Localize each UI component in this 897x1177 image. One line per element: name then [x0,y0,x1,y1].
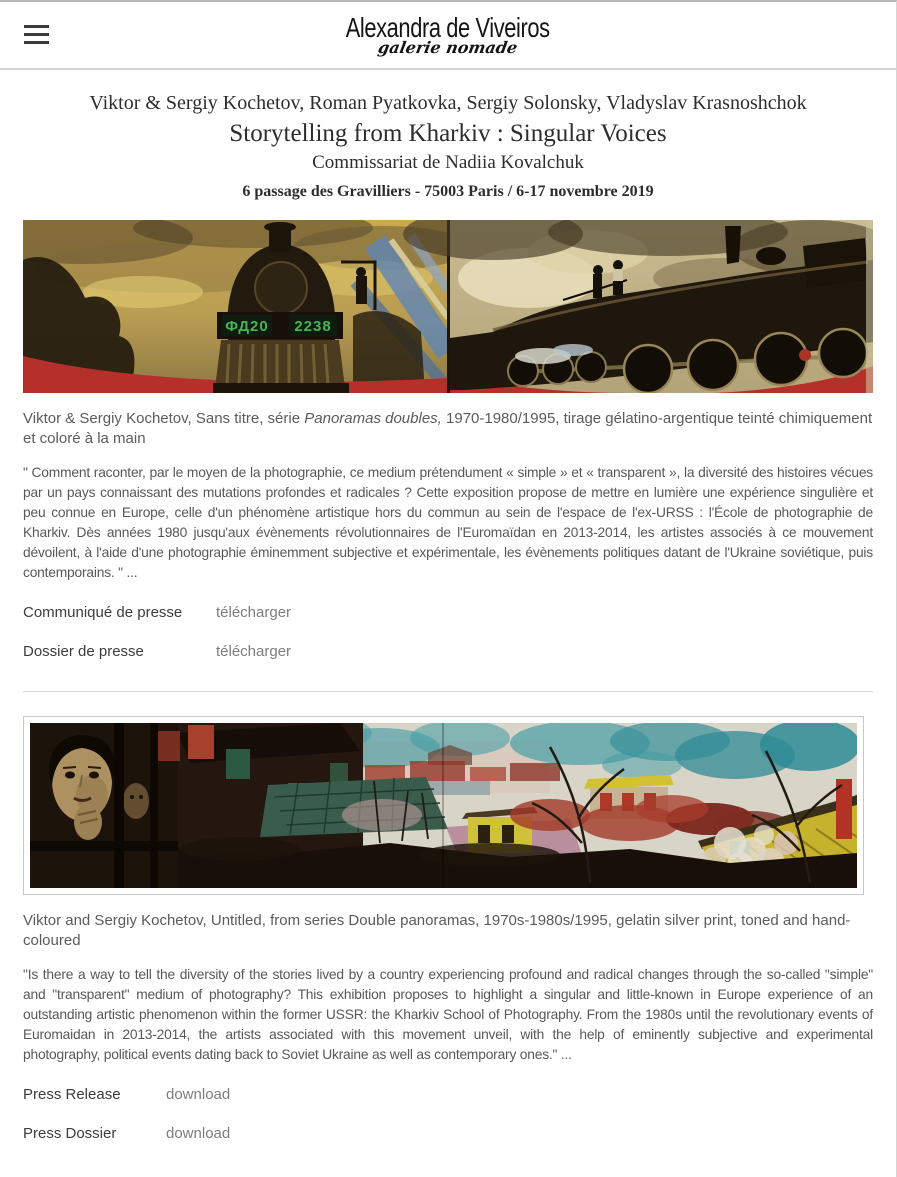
menu-button[interactable] [24,25,49,44]
artwork-caption-french [23,409,873,449]
hamburger-icon [24,25,49,28]
locomotive-plate-left: ФД20 [225,318,269,335]
gallery-logo[interactable] [317,14,578,56]
exhibition-text-english: "Is there a way to tell the diversity of the stories lived by a country experiencing profound and radical changes through the so-called "simple" and "transparent" medium of photography? This exhibition proposes to highlight a singular and little-known in Europe experience of an outstanding artistic phenomenon within the former USSR: the Kharkiv School of Photography. From the 1980s until the revolutionary events of Euromaidan in 2013-2014, the artists associated with this movement unveil, with the help of eminently subjective and experimental photography, political events dating back to Soviet Ukraine as well as contemporary ones." ... [23,967,873,1062]
site-header [0,2,896,70]
panorama-artwork-2 [30,723,857,888]
press-release-row-fr [23,604,873,622]
exhibition-text-french: " Comment raconter, par le moyen de la photographie, ce medium prétendument « simple » et « transparent », la diversité des histoires vécues par un pays connaissant des mutations profondes et radicales ? Cette exposition propose de mettre en lumière une expérience singulière et peu connue en Europe, celle d'un phénomène artistique hors du commun au sein de l'espace de l'ex-URSS : l'École de photographie de Kharkiv. Dès années 1980 jusqu'aux évènements révolutionnaires de l'Euromaïdan en 2013-2014, les artistes associés à ce mouvement dévoilent, à l'aide d'une photographie éminemment subjective et expérimentale, les évènements politiques datant de l'Ukraine soviétique, puis contemporains. " ... [23,465,873,580]
exhibition-titles [23,92,873,201]
hamburger-icon [24,33,49,36]
curator-line: Commissariat de Nadiia Kovalchuk [312,152,584,173]
logo-title: Alexandra de Viveiros [346,12,550,43]
press-dossier-download-link-en[interactable]: download [166,1125,231,1142]
hamburger-icon [24,41,49,44]
press-dossier-row-en [23,1125,873,1143]
artwork-image-village [23,716,864,895]
exhibition-title: Storytelling from Kharkiv : Singular Voices [229,120,667,147]
panorama-artwork-1 [23,220,873,393]
logo-subtitle: galerie nomade [376,38,520,57]
press-release-download-link-fr[interactable]: télécharger [216,604,292,621]
artwork-image-locomotives [23,220,873,393]
press-dossier-label-en: Press Dossier [23,1125,117,1142]
artwork-caption-english: Viktor and Sergiy Kochetov, Untitled, from series Double panoramas, 1970s-1980s/1995, gelatin silver print, toned and hand-coloured [23,912,851,949]
press-release-label-fr: Communiqué de presse [23,604,183,621]
press-dossier-label-fr: Dossier de presse [23,643,144,660]
press-release-download-link-en[interactable]: download [166,1086,231,1103]
press-dossier-row-fr [23,643,873,661]
caption-text: Viktor & Sergiy Kochetov, Sans titre, série [23,410,305,427]
locomotive-plate-right: 2238 [294,318,332,335]
press-release-label-en: Press Release [23,1086,121,1103]
venue-dates: 6 passage des Gravilliers - 75003 Paris / 6-17 novembre 2019 [242,183,654,200]
caption-text: 1970-1980/1995, tirage gélatino-argentique teinté chimiquement et coloré à la main [23,410,873,447]
exhibition-page [23,92,873,1169]
press-dossier-download-link-fr[interactable]: télécharger [216,643,292,660]
caption-series-title: Panoramas doubles, [304,410,442,427]
artist-names: Viktor & Sergiy Kochetov, Roman Pyatkovka, Sergiy Solonsky, Vladyslav Krasnoshchok [89,92,807,114]
press-release-row-en [23,1086,873,1104]
section-divider [23,691,873,692]
